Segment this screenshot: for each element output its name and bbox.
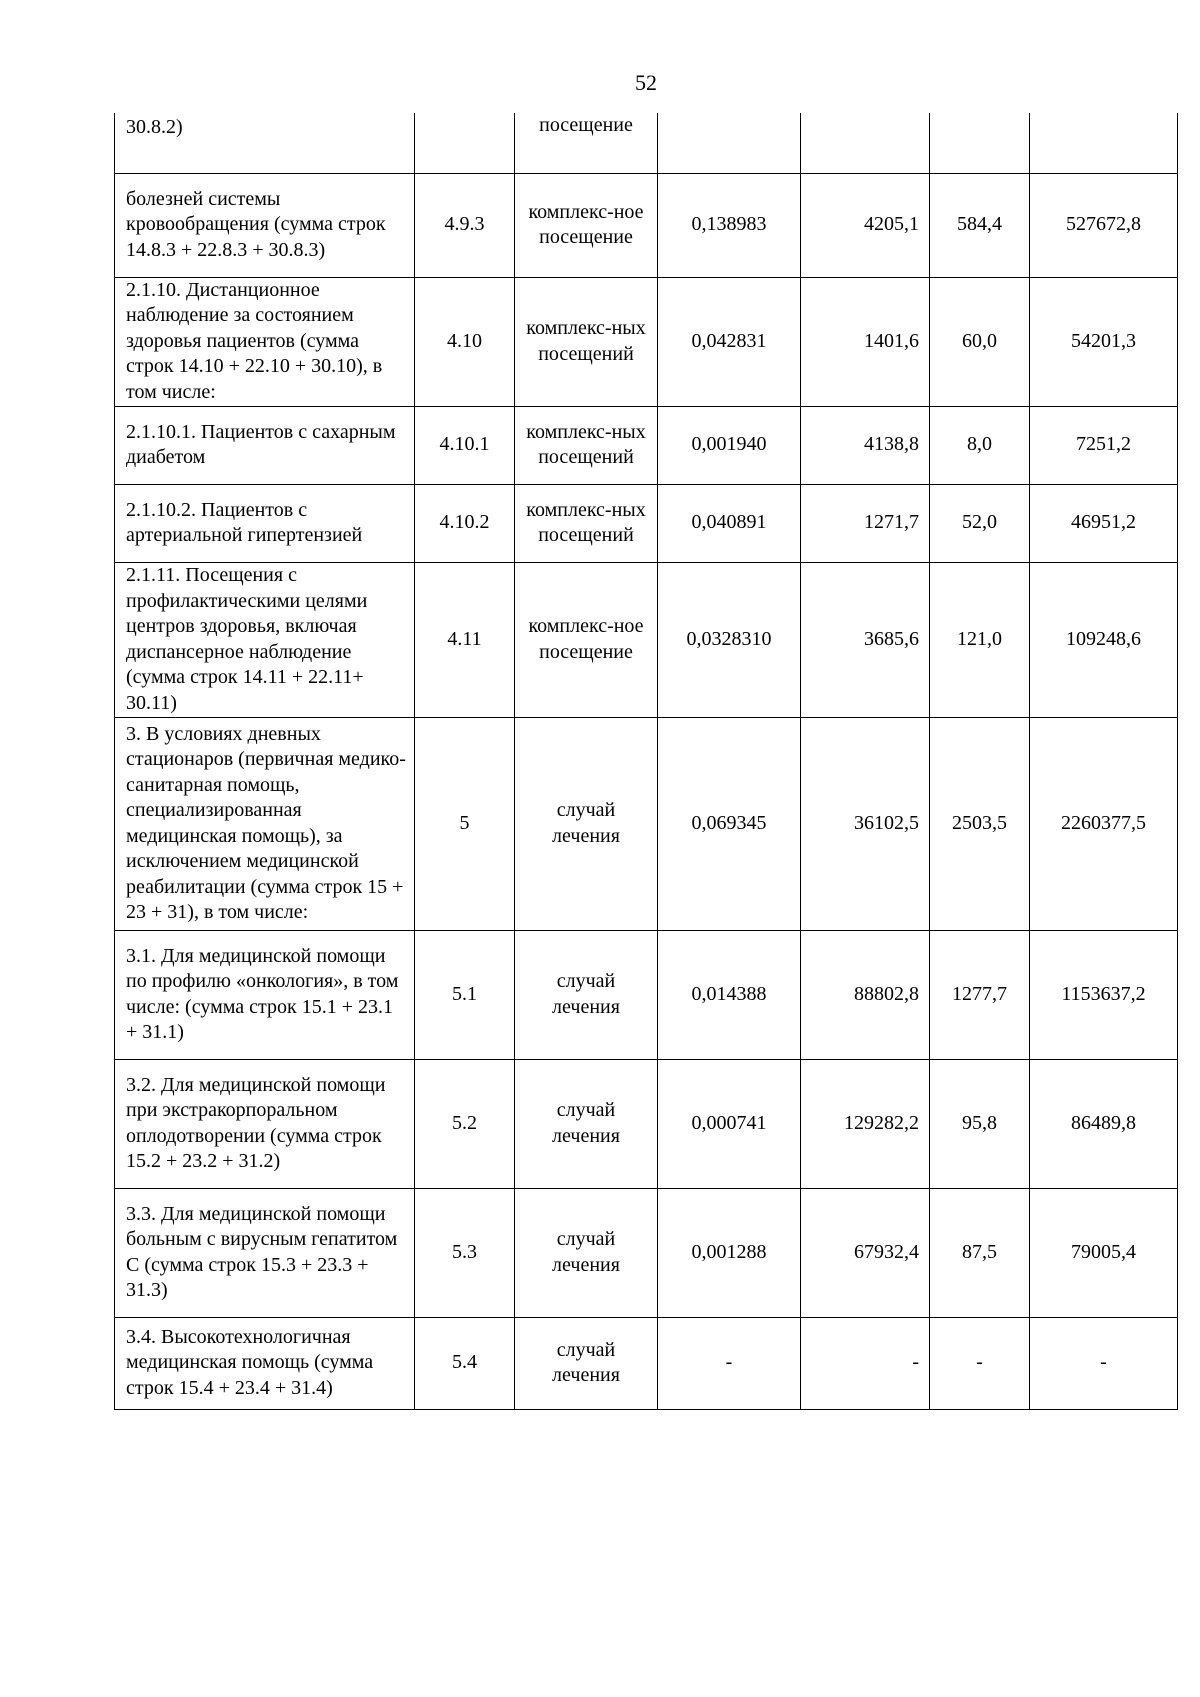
row-unit: комплекс-ное посещение bbox=[515, 562, 658, 717]
row-per-capita: 121,0 bbox=[930, 562, 1030, 717]
row-name: 3.3. Для медицинской помощи больным с вирусным гепатитом С (сумма строк 15.3 + 23.3 + 31.3) bbox=[115, 1188, 415, 1317]
row-unit: комплекс-ных посещений bbox=[515, 277, 658, 406]
table-row bbox=[115, 1059, 1178, 1188]
row-cost: - bbox=[801, 1317, 930, 1409]
row-norm: 0,042831 bbox=[658, 277, 801, 406]
row-number: 5 bbox=[415, 717, 515, 930]
row-norm: - bbox=[658, 1317, 801, 1409]
row-cost: 67932,4 bbox=[801, 1188, 930, 1317]
row-total: 1153637,2 bbox=[1030, 930, 1178, 1059]
row-norm: 0,0328310 bbox=[658, 562, 801, 717]
row-norm: 0,000741 bbox=[658, 1059, 801, 1188]
row-per-capita: 87,5 bbox=[930, 1188, 1030, 1317]
row-total: 109248,6 bbox=[1030, 562, 1178, 717]
row-total: 79005,4 bbox=[1030, 1188, 1178, 1317]
row-total: 7251,2 bbox=[1030, 406, 1178, 484]
table-row bbox=[115, 113, 1178, 173]
row-total: 527672,8 bbox=[1030, 173, 1178, 277]
row-total: 54201,3 bbox=[1030, 277, 1178, 406]
row-total bbox=[1030, 113, 1178, 173]
row-name: 2.1.11. Посещения с профилактическими целями центров здоровья, включая диспансерное наблюдение (сумма строк 14.11 + 22.11+ 30.11) bbox=[115, 562, 415, 717]
row-name: 3.2. Для медицинской помощи при экстракорпоральном оплодотворении (сумма строк 15.2 + 23.2 + 31.2) bbox=[115, 1059, 415, 1188]
row-unit: случай лечения bbox=[515, 930, 658, 1059]
table-row bbox=[115, 930, 1178, 1059]
table-row bbox=[115, 562, 1178, 717]
row-total: - bbox=[1030, 1317, 1178, 1409]
row-per-capita: - bbox=[930, 1317, 1030, 1409]
row-norm: 0,040891 bbox=[658, 484, 801, 562]
row-norm: 0,001288 bbox=[658, 1188, 801, 1317]
row-unit: посещение bbox=[515, 113, 658, 173]
row-cost: 129282,2 bbox=[801, 1059, 930, 1188]
row-name: 2.1.10.1. Пациентов с сахарным диабетом bbox=[115, 406, 415, 484]
row-cost bbox=[801, 113, 930, 173]
row-norm: 0,069345 bbox=[658, 717, 801, 930]
row-name: 3. В условиях дневных стационаров (первичная медико-санитарная помощь, специализированная медицинская помощь), за исключением медицинской реабилитации (сумма строк 15 + 23 + 31), в том числе: bbox=[115, 717, 415, 930]
data-table bbox=[114, 113, 1178, 1410]
row-name: 30.8.2) bbox=[115, 113, 415, 173]
row-per-capita: 584,4 bbox=[930, 173, 1030, 277]
row-number: 5.3 bbox=[415, 1188, 515, 1317]
row-unit: комплекс-ных посещений bbox=[515, 406, 658, 484]
row-name: 3.4. Высокотехнологичная медицинская помощь (сумма строк 15.4 + 23.4 + 31.4) bbox=[115, 1317, 415, 1409]
table-row bbox=[115, 484, 1178, 562]
row-norm bbox=[658, 113, 801, 173]
row-cost: 4138,8 bbox=[801, 406, 930, 484]
row-per-capita: 1277,7 bbox=[930, 930, 1030, 1059]
row-per-capita: 2503,5 bbox=[930, 717, 1030, 930]
table-row bbox=[115, 1188, 1178, 1317]
row-total: 2260377,5 bbox=[1030, 717, 1178, 930]
row-cost: 4205,1 bbox=[801, 173, 930, 277]
table-row bbox=[115, 1317, 1178, 1409]
row-per-capita: 95,8 bbox=[930, 1059, 1030, 1188]
table-row bbox=[115, 173, 1178, 277]
row-cost: 36102,5 bbox=[801, 717, 930, 930]
row-cost: 1401,6 bbox=[801, 277, 930, 406]
row-total: 46951,2 bbox=[1030, 484, 1178, 562]
row-number: 5.4 bbox=[415, 1317, 515, 1409]
row-norm: 0,014388 bbox=[658, 930, 801, 1059]
row-norm: 0,001940 bbox=[658, 406, 801, 484]
row-norm: 0,138983 bbox=[658, 173, 801, 277]
table-row bbox=[115, 406, 1178, 484]
row-number bbox=[415, 113, 515, 173]
row-unit: случай лечения bbox=[515, 1059, 658, 1188]
row-cost: 3685,6 bbox=[801, 562, 930, 717]
row-cost: 88802,8 bbox=[801, 930, 930, 1059]
row-unit: комплекс-ное посещение bbox=[515, 173, 658, 277]
row-number: 5.2 bbox=[415, 1059, 515, 1188]
row-name: болезней системы кровообращения (сумма строк 14.8.3 + 22.8.3 + 30.8.3) bbox=[115, 173, 415, 277]
row-unit: случай лечения bbox=[515, 717, 658, 930]
row-per-capita bbox=[930, 113, 1030, 173]
table-row bbox=[115, 717, 1178, 930]
row-per-capita: 52,0 bbox=[930, 484, 1030, 562]
row-total: 86489,8 bbox=[1030, 1059, 1178, 1188]
row-number: 4.9.3 bbox=[415, 173, 515, 277]
row-name: 2.1.10. Дистанционное наблюдение за состоянием здоровья пациентов (сумма строк 14.10 + 22.10 + 30.10), в том числе: bbox=[115, 277, 415, 406]
row-number: 4.11 bbox=[415, 562, 515, 717]
row-name: 3.1. Для медицинской помощи по профилю «онкология», в том числе: (сумма строк 15.1 + 23.1 + 31.1) bbox=[115, 930, 415, 1059]
table-row bbox=[115, 277, 1178, 406]
row-unit: случай лечения bbox=[515, 1317, 658, 1409]
row-per-capita: 60,0 bbox=[930, 277, 1030, 406]
row-unit: комплекс-ных посещений bbox=[515, 484, 658, 562]
row-number: 4.10.1 bbox=[415, 406, 515, 484]
row-per-capita: 8,0 bbox=[930, 406, 1030, 484]
row-number: 4.10.2 bbox=[415, 484, 515, 562]
row-name: 2.1.10.2. Пациентов с артериальной гипертензией bbox=[115, 484, 415, 562]
row-number: 4.10 bbox=[415, 277, 515, 406]
row-cost: 1271,7 bbox=[801, 484, 930, 562]
row-number: 5.1 bbox=[415, 930, 515, 1059]
page-number: 52 bbox=[635, 70, 657, 95]
row-unit: случай лечения bbox=[515, 1188, 658, 1317]
